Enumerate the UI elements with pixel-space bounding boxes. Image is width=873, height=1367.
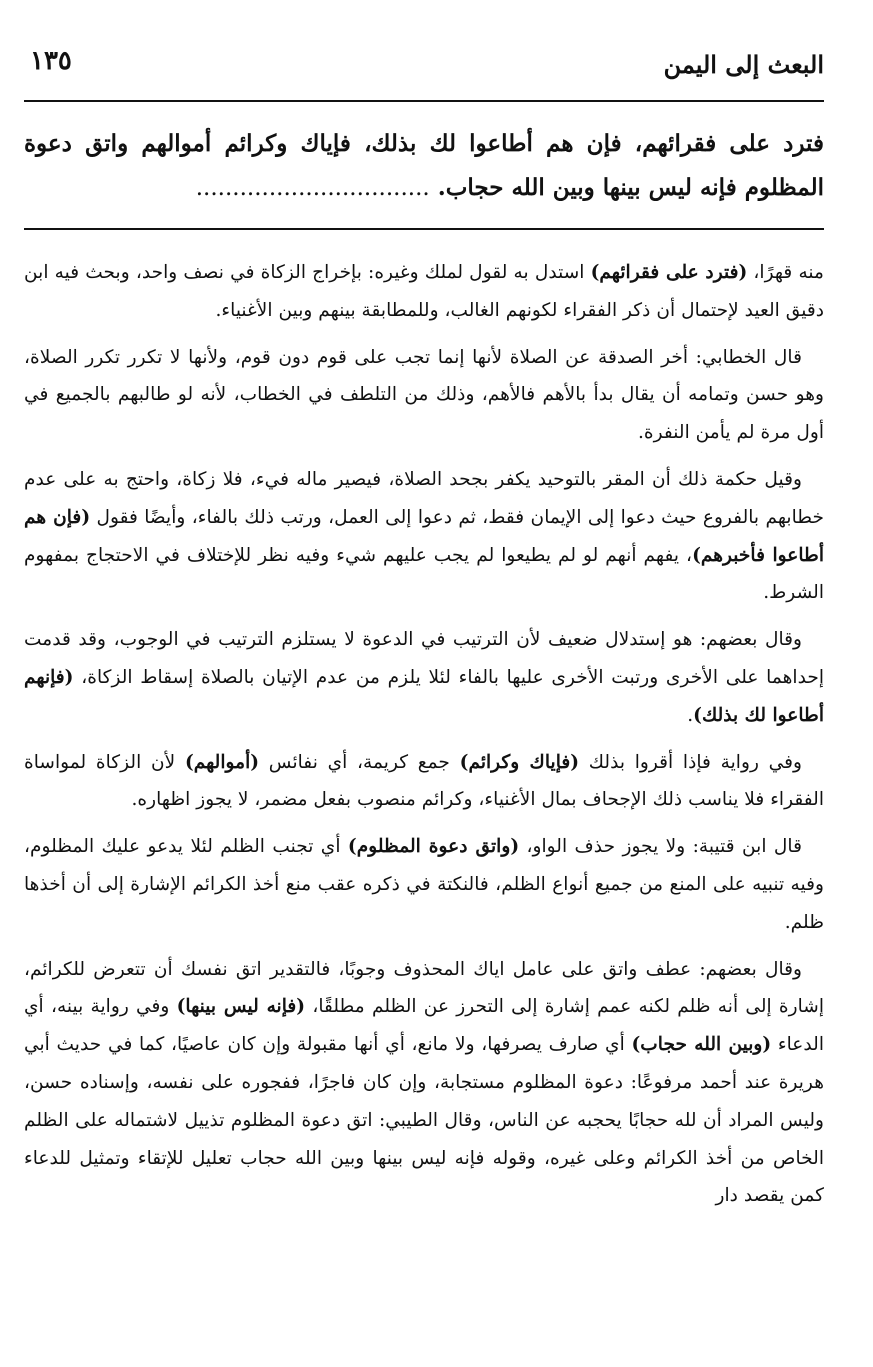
quoted-hadith-phrase: (واتق دعوة المظلوم) bbox=[347, 836, 520, 858]
commentary-paragraph bbox=[24, 461, 824, 612]
page-header bbox=[24, 40, 824, 92]
running-title: البعث إلى اليمن bbox=[663, 50, 824, 79]
commentary-text: قال الخطابي: أخر الصدقة عن الصلاة لأنها إنما تجب على قوم دون قوم، ولأنها لا تكرر تكرر الصلاة، وهو حسن وتمامه أن يقال بدأ بالأهم فالأهم، وذلك من التلطف في الخطاب، لأنه لو طالبهم بالجميع في أول مرة لم يأمن النفرة. bbox=[24, 346, 824, 444]
commentary-text: وفي رواية فإذا أقروا بذلك bbox=[579, 751, 803, 773]
quoted-hadith-phrase: (فإياك وكرائم) bbox=[459, 751, 580, 773]
commentary-paragraph bbox=[24, 339, 824, 452]
commentary-text: وفي رواية بينه، أي الدعاء bbox=[24, 996, 824, 1056]
commentary-text: جمع كريمة، أي نفائس bbox=[259, 751, 460, 773]
commentary-paragraph bbox=[24, 951, 824, 1216]
commentary-text: . bbox=[687, 704, 694, 726]
page-number: ١٣٥ bbox=[30, 46, 72, 76]
commentary-text: وقيل حكمة ذلك أن المقر بالتوحيد يكفر بجحد الصلاة، فيصير ماله فيء، فلا زكاة، واحتج به على عدم خطابهم بالفروع حيث دعوا إلى الإيمان فقط، ثم دعوا إلى العمل، ورتب ذلك بالفاء، وأيضًا فقول bbox=[24, 468, 824, 528]
commentary-text: استدل به لقول لملك وغيره: بإخراج الزكاة في نصف واحد، وبحث فيه ابن دقيق العيد لإحتمال أن ذكر الفقراء لكونهم الغالب، وللمطابقة بينهم وبين الأغنياء. bbox=[24, 262, 824, 321]
commentary-paragraph bbox=[24, 828, 824, 941]
quoted-hadith-phrase: (فإن هم أطاعوا فأخبرهم) bbox=[24, 506, 824, 566]
hadith-text-block bbox=[24, 122, 824, 210]
commentary-text: منه قهرًا، bbox=[747, 262, 824, 283]
quoted-hadith-phrase: (أموالهم) bbox=[184, 751, 260, 773]
commentary-text: ، يفهم أنهم لو لم يطيعوا لم يجب عليهم شيء وفيه نظر للإختلاف في الاحتجاج بمفهوم الشرط. bbox=[24, 544, 824, 604]
hadith-text: فترد على فقرائهم، فإن هم أطاعوا لك بذلك، فإياك وكرائم أموالهم واتق دعوة المظلوم فإنه ليس بينها وبين الله حجاب. bbox=[24, 130, 824, 201]
quoted-hadith-phrase: (فإنهم أطاعوا لك بذلك) bbox=[24, 666, 824, 726]
commentary-paragraph bbox=[24, 744, 824, 820]
commentary-body bbox=[24, 254, 824, 1224]
commentary-text: وقال بعضهم: عطف واتق على عامل اياك المحذوف وجوبًا، فالتقدير اتق نفسك أن تتعرض للكرائم، إشارة إلى أنه ظلم لكنه عمم إشارة إلى التحرز عن الظلم مطلقًا، bbox=[24, 958, 825, 1018]
commentary-text: وقال بعضهم: هو إستدلال ضعيف لأن الترتيب في الدعوة لا يستلزم الترتيب في الوجوب، وقد قدمت إحداهما على الأخرى ورتبت الأخرى عليها بالفاء لئلا يلزم من عدم الإتيان بالصلاة إسقاط الزكاة، bbox=[24, 629, 824, 688]
quoted-hadith-phrase: (وبين الله حجاب) bbox=[631, 1034, 772, 1056]
header-rule bbox=[24, 100, 824, 102]
book-page bbox=[24, 0, 824, 1367]
quoted-hadith-phrase: (فترد على فقرائهم) bbox=[590, 262, 748, 283]
commentary-text: لأن الزكاة لمواساة الفقراء فلا يناسب ذلك الإجحاف بمال الأغنياء، وكرائم منصوب بفعل مضمر، لا يجوز اظهاره. bbox=[24, 751, 824, 811]
quoted-hadith-phrase: (فإنه ليس بينها) bbox=[176, 996, 306, 1018]
hadith-dots: ................................ bbox=[195, 175, 430, 201]
hadith-rule bbox=[24, 228, 824, 230]
commentary-text: أي تجنب الظلم لئلا يدعو عليك المظلوم، وفيه تنبيه على المنع من جميع أنواع الظلم، فالنكتة في ذكره عقب منع أخذ الكرائم الإشارة إلى أن أخذها ظلم. bbox=[24, 836, 824, 933]
commentary-text: قال ابن قتيبة: ولا يجوز حذف الواو، bbox=[519, 836, 802, 858]
commentary-paragraph bbox=[24, 621, 824, 734]
commentary-text: أي صارف يصرفها، ولا مانع، أي أنها مقبولة وإن كان عاصيًا، كما في حديث أبي هريرة عند أحمد مرفوعًا: دعوة المظلوم مستجابة، وإن كان فاجرًا، ففجوره على نفسه، وإسناده حسن، وليس المراد أن لله حجابًا يحجبه عن الناس، وقال الطيبي: اتق دعوة المظلوم تذييل لاشتماله على الظلم الخاص من أخذ الكرائم وعلى غيره، وقوله فإنه ليس بينها وبين الله حجاب تعليل للإتقاء وتمثيل للدعاء كمن يقصد دار bbox=[24, 1034, 824, 1207]
commentary-paragraph bbox=[24, 254, 824, 330]
